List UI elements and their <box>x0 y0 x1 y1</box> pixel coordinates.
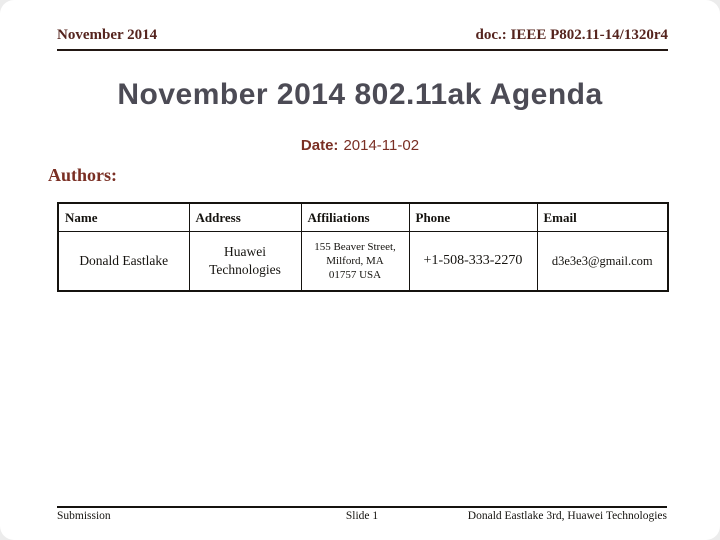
slide-title: November 2014 802.11ak Agenda <box>117 78 603 111</box>
table-row <box>58 232 668 292</box>
header-divider-line <box>57 49 668 51</box>
slide-header <box>57 27 668 44</box>
date-value: 2014-11-02 <box>343 137 420 154</box>
authors-heading: Authors: <box>48 165 118 185</box>
column-header-phone: Phone <box>409 203 537 232</box>
date-label: Date: <box>300 137 339 154</box>
footer-divider-line <box>57 506 667 508</box>
date-line <box>0 137 720 154</box>
footer-slide-number: Slide 1 <box>345 510 379 522</box>
author-affiliations-cell: 155 Beaver Street, Milford, MA 01757 USA <box>301 232 409 292</box>
column-header-affiliations: Affiliations <box>301 203 409 232</box>
footer-submission-label: Submission <box>57 510 111 522</box>
column-header-email: Email <box>537 203 668 232</box>
slide-footer <box>57 510 667 522</box>
authors-table-header-row <box>58 203 668 232</box>
author-email-cell: d3e3e3@gmail.com <box>537 232 668 292</box>
header-date-text: November 2014 <box>57 27 158 43</box>
column-header-name: Name <box>58 203 189 232</box>
author-address-cell: Huawei Technologies <box>189 232 301 292</box>
column-header-address: Address <box>189 203 301 232</box>
author-phone-cell: +1-508-333-2270 <box>409 232 537 292</box>
header-doc-number: doc.: IEEE P802.11-14/1320r4 <box>475 27 668 43</box>
footer-author-credit: Donald Eastlake 3rd, Huawei Technologies <box>467 510 667 522</box>
author-name-cell: Donald Eastlake <box>58 232 189 292</box>
authors-table <box>57 202 669 292</box>
